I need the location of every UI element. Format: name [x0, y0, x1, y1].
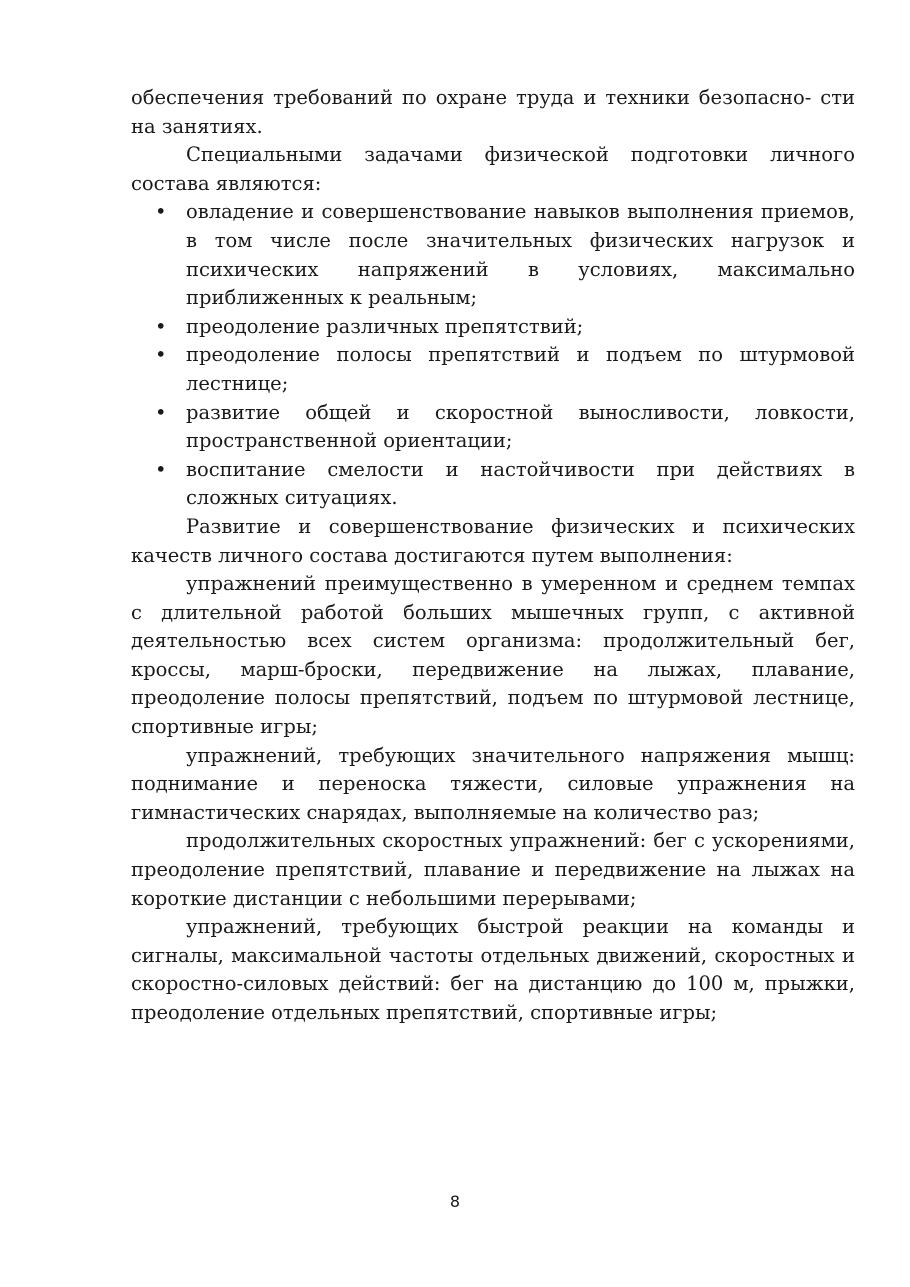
- list-item: [131, 313, 855, 342]
- list-item: [131, 399, 855, 456]
- list-item: [131, 456, 855, 513]
- list-item: [131, 341, 855, 398]
- bullet-icon: •: [155, 343, 167, 367]
- list-item-text: преодоление полосы препятствий и подъем по штурмовой лестнице;: [186, 343, 855, 395]
- list-item-text: преодоление различных препятствий;: [186, 314, 584, 338]
- paragraph-reaction-exercises: упражнений, требующих быстрой реакции на команды и сигналы, максимальной частоты отдельных движений, скоростных и скоростно-силовых действий: бег на дистанцию до 100 м, прыжки, преодоление отдельных препятствий, спортивные игры;: [131, 915, 855, 1024]
- page-body: [131, 84, 855, 1028]
- paragraph-endurance-exercises: упражнений преимущественно в умеренном и среднем темпах с длительной работой больших мышечных групп, с активной деятельностью всех систем организма: продолжительный бег, кроссы, марш-броски, передвижение на лыжах, плавание, преодоление полосы препятствий, подъем по штурмовой лестнице, спортивные игры;: [131, 572, 855, 739]
- paragraph-special-tasks: Специальными задачами физической подготовки личного состава являются:: [131, 143, 855, 195]
- page-number: 8: [449, 1192, 461, 1211]
- list-item-text: овладение и совершенствование навыков выполнения приемов, в том числе после значительных физических нагрузок и психических напряжений в условиях, максимально приближенных к реальным;: [186, 200, 855, 310]
- paragraph-continuation: обеспечения требований по охране труда и техники безопасно- сти на занятиях.: [131, 86, 855, 138]
- bullet-icon: •: [155, 200, 167, 224]
- list-item-text: воспитание смелости и настойчивости при действиях в сложных ситуациях.: [186, 457, 855, 510]
- bullet-icon: •: [155, 457, 167, 481]
- paragraph-speed-exercises: продолжительных скоростных упражнений: бег с ускорениями, преодоление препятствий, плавание и передвижение на лыжах на короткие дистанции с небольшими перерывами;: [131, 829, 855, 910]
- list-item-text: развитие общей и скоростной выносливости, ловкости, пространственной ориентации;: [186, 400, 855, 453]
- paragraph-development: Развитие и совершенствование физических и психических качеств личного состава достигаются путем выполнения:: [131, 514, 855, 567]
- bullet-icon: •: [155, 314, 167, 338]
- list-item: [131, 198, 855, 312]
- special-tasks-list: [131, 198, 855, 513]
- bullet-icon: •: [155, 400, 167, 424]
- paragraph-strength-exercises: упражнений, требующих значительного напряжения мышц: поднимание и переноска тяжести, силовые упражнения на гимнастических снарядах, выполняемые на количество раз;: [131, 743, 855, 824]
